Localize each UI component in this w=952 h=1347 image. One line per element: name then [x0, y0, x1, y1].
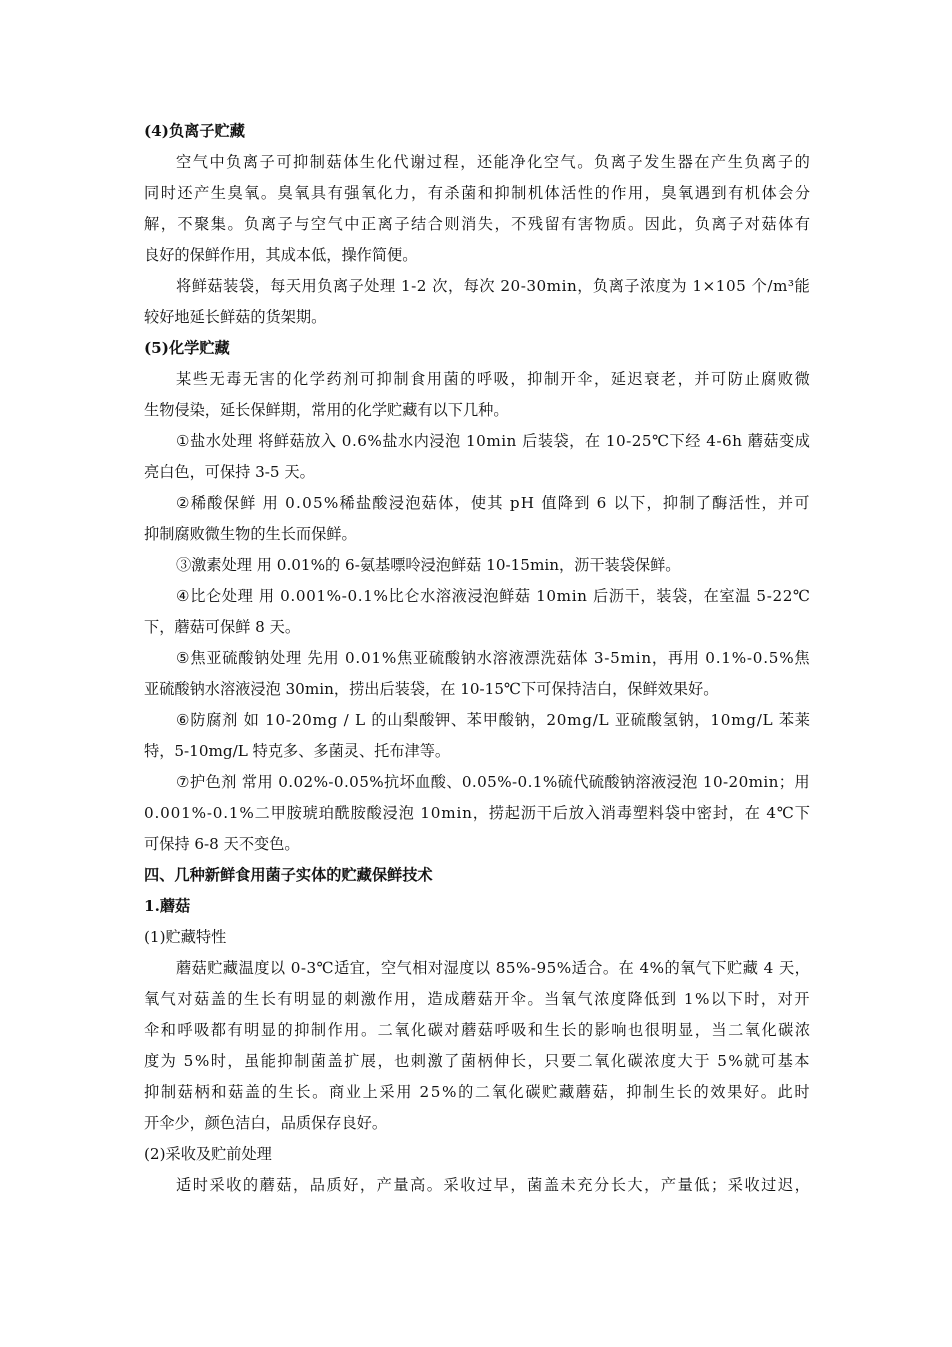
text-line: 空 气 中 负 离 子 可 抑 制 菇 体 生 化 代 谢 过 程 ， 还 能 净 化 空 气 。 负 离 子 发 生 器 在 产 生 负 离 子 的 [176, 153, 810, 171]
section-heading: (5)化学贮藏 [144, 339, 230, 357]
text-line: 特，5-10mg/L 特克多、多菌灵、托布津等。 [144, 742, 451, 760]
text-line: 氧 气 对 菇 盖 的 生 长 有 明 显 的 刺 激 作 用 ， 造 成 蘑 菇 开 伞 。 当 氧 气 浓 度 降 低 到 1 % 以 下 时 ， 对 开 [144, 990, 810, 1008]
text-line: ⑥ 防 腐 剂 如 1 0 - 2 0 m g / L 的 山 梨 酸 钾 、 苯 甲 酸 钠 ， 2 0 m g / L 亚 硫 酸 氢 钠 ， 1 0 m g / L 苯 莱 [176, 711, 810, 729]
section-heading: (4)负离子贮藏 [144, 122, 245, 140]
text-line: 亮白色，可保持 3-5 天。 [144, 463, 315, 481]
text-line: 伞 和 呼 吸 都 有 明 显 的 抑 制 作 用 。 二 氧 化 碳 对 蘑 菇 呼 吸 和 生 长 的 影 响 也 很 明 显 ， 当 二 氧 化 碳 浓 [144, 1021, 810, 1039]
text-line: 生物侵染，延长保鲜期，常用的化学贮藏有以下几种。 [144, 401, 509, 419]
text-line: ① 盐 水 处 理 将 鲜 菇 放 入 0 . 6 % 盐 水 内 浸 泡 1 0 m i n 后 装 袋 ， 在 1 0 - 2 5 ℃ 下 经 4 - 6 h 蘑 菇 变 成 [176, 432, 810, 450]
text-line: ② 稀 酸 保 鲜 用 0 . 0 5 % 稀 盐 酸 浸 泡 菇 体 ， 使 其 p H 值 降 到 6 以 下 ， 抑 制 了 酶 活 性 ， 并 可 [176, 494, 810, 512]
text-line: 良好的保鲜作用，其成本低，操作简便。 [144, 246, 418, 264]
text-line: ⑤ 焦 亚 硫 酸 钠 处 理 先 用 0 . 0 1 % 焦 亚 硫 酸 钠 水 溶 液 漂 洗 菇 体 3 - 5 m i n ， 再 用 0 . 1 % - 0 . 5 % 焦 [176, 649, 810, 667]
text-line: (2)采收及贮前处理 [144, 1145, 272, 1163]
text-line: (1)贮藏特性 [144, 928, 227, 946]
text-line: 适 时 采 收 的 蘑 菇 ， 品 质 好 ， 产 量 高 。 采 收 过 早 ， 菌 盖 未 充 分 长 大 ， 产 量 低 ； 采 收 过 迟 ， [176, 1176, 810, 1194]
text-line: 较好地延长鲜菇的货架期。 [144, 308, 327, 326]
document-body [144, 116, 810, 1201]
text-line: ④ 比 仑 处 理 用 0 . 0 0 1 % - 0 . 1 % 比 仑 水 溶 液 浸 泡 鲜 菇 1 0 m i n 后 沥 干 ， 装 袋 ， 在 室 温 5 - 2 2 ℃ [176, 587, 810, 605]
text-line: 某 些 无 毒 无 害 的 化 学 药 剂 可 抑 制 食 用 菌 的 呼 吸 ， 抑 制 开 伞 ， 延 迟 衰 老 ， 并 可 防 止 腐 败 微 [176, 370, 810, 388]
text-line: ③激素处理 用 0.01%的 6-氨基嘌呤浸泡鲜菇 10-15min，沥干装袋保鲜。 [176, 556, 681, 574]
text-line: 抑制腐败微生物的生长而保鲜。 [144, 525, 357, 543]
text-line: 度 为 5 % 时 ， 虽 能 抑 制 菌 盖 扩 展 ， 也 刺 激 了 菌 柄 伸 长 ， 只 要 二 氧 化 碳 浓 度 大 于 5 % 就 可 基 本 [144, 1052, 810, 1070]
text-line: 亚硫酸钠水溶液浸泡 30min，捞出后装袋，在 10-15℃下可保持洁白，保鲜效果好。 [144, 680, 719, 698]
text-line: 下，蘑菇可保鲜 8 天。 [144, 618, 301, 636]
text-line: 可保持 6-8 天不变色。 [144, 835, 300, 853]
text-line: 解 ， 不 聚 集 。 负 离 子 与 空 气 中 正 离 子 结 合 则 消 失 ， 不 残 留 有 害 物 质 。 因 此 ， 负 离 子 对 菇 体 有 [144, 215, 810, 233]
section-heading: 1.蘑菇 [144, 897, 191, 915]
text-line: 开伞少，颜色洁白，品质保存良好。 [144, 1114, 387, 1132]
text-line: ⑦ 护 色 剂 常 用 0 . 0 2 % - 0 . 0 5 % 抗 坏 血 酸 、 0 . 0 5 % - 0 . 1 % 硫 代 硫 酸 钠 溶 液 浸 泡 1 0 - 2 0 m i n ； 用 [176, 773, 810, 791]
text-line: 同 时 还 产 生 臭 氧 。 臭 氧 具 有 强 氧 化 力 ， 有 杀 菌 和 抑 制 机 体 活 性 的 作 用 ， 臭 氧 遇 到 有 机 体 会 分 [144, 184, 810, 202]
section-heading: 四、几种新鲜食用菌子实体的贮藏保鲜技术 [144, 866, 433, 884]
text-line: 0 . 0 0 1 % - 0 . 1 % 二 甲 胺 琥 珀 酰 胺 酸 浸 泡 1 0 m i n ， 捞 起 沥 干 后 放 入 消 毒 塑 料 袋 中 密 封 ， 在 4 ℃ 下 [144, 804, 810, 822]
text-line: 将 鲜 菇 装 袋 ， 每 天 用 负 离 子 处 理 1 - 2 次 ， 每 次 2 0 - 3 0 m i n ， 负 离 子 浓 度 为 1 × 1 0 5 个 / m ³ 能 [176, 277, 810, 295]
text-line: 抑 制 菇 柄 和 菇 盖 的 生 长 。 商 业 上 采 用 2 5 % 的 二 氧 化 碳 贮 藏 蘑 菇 ， 抑 制 生 长 的 效 果 好 。 此 时 [144, 1083, 810, 1101]
text-line: 蘑 菇 贮 藏 温 度 以 0 - 3 ℃ 适 宜 ， 空 气 相 对 湿 度 以 8 5 % - 9 5 % 适 合 。 在 4 % 的 氧 气 下 贮 藏 4 天 ， [176, 959, 810, 977]
